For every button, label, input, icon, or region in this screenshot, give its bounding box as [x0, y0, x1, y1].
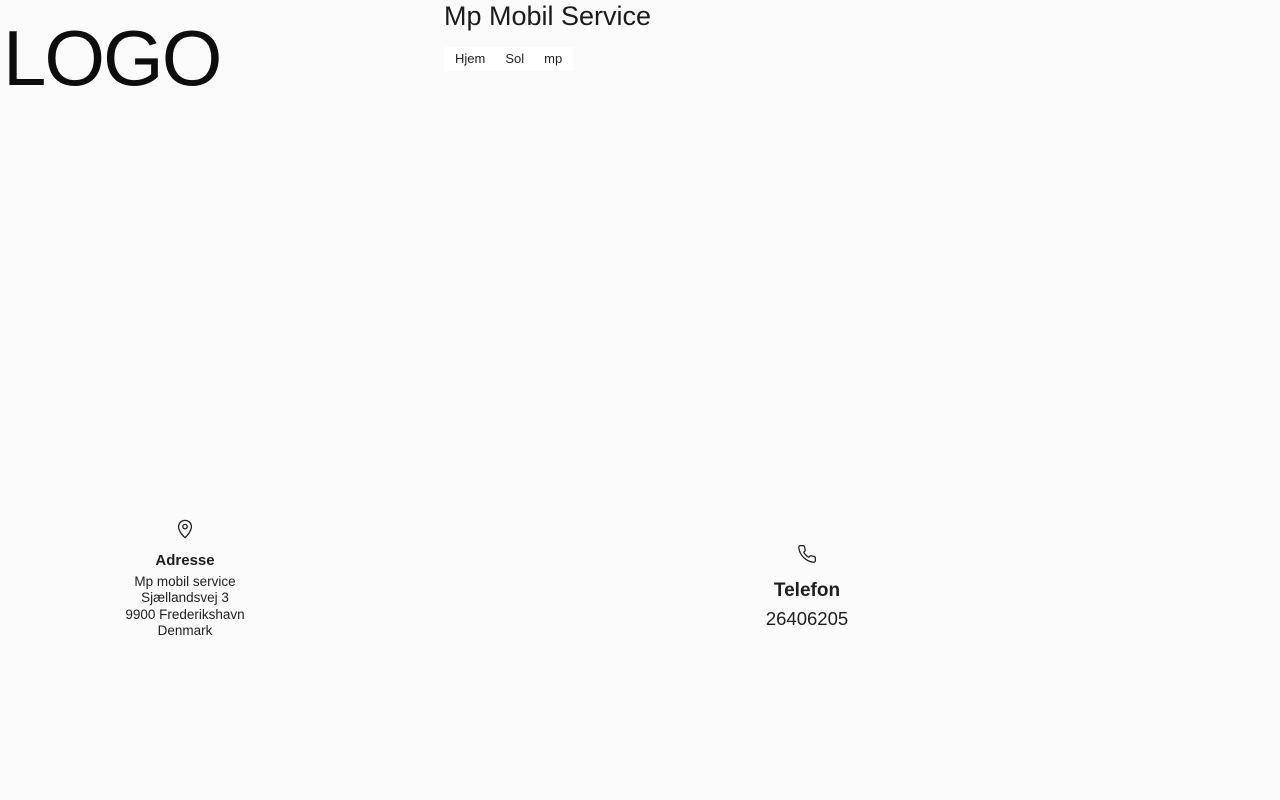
phone-heading: Telefon	[773, 580, 841, 601]
nav-item-mp[interactable]: mp	[544, 51, 563, 66]
phone-block	[622, 544, 992, 630]
address-line-company: Mp mobil service	[134, 573, 236, 589]
address-block	[0, 518, 370, 640]
nav-item-hjem[interactable]: Hjem	[455, 51, 486, 66]
address-line-country: Denmark	[157, 623, 213, 638]
site-logo[interactable]: LOGO	[3, 14, 221, 102]
nav-item-sol[interactable]: Sol	[505, 51, 525, 66]
phone-number: 26406205	[765, 607, 849, 629]
location-pin-icon	[174, 518, 196, 540]
page-title: Mp Mobil Service	[444, 1, 652, 31]
address-lines	[0, 574, 370, 640]
main-nav	[444, 47, 573, 71]
address-line-street: Sjællandsvej 3	[141, 590, 229, 605]
address-line-city: 9900 Frederikshavn	[125, 606, 245, 622]
phone-icon	[797, 544, 817, 564]
address-heading: Adresse	[155, 552, 215, 569]
